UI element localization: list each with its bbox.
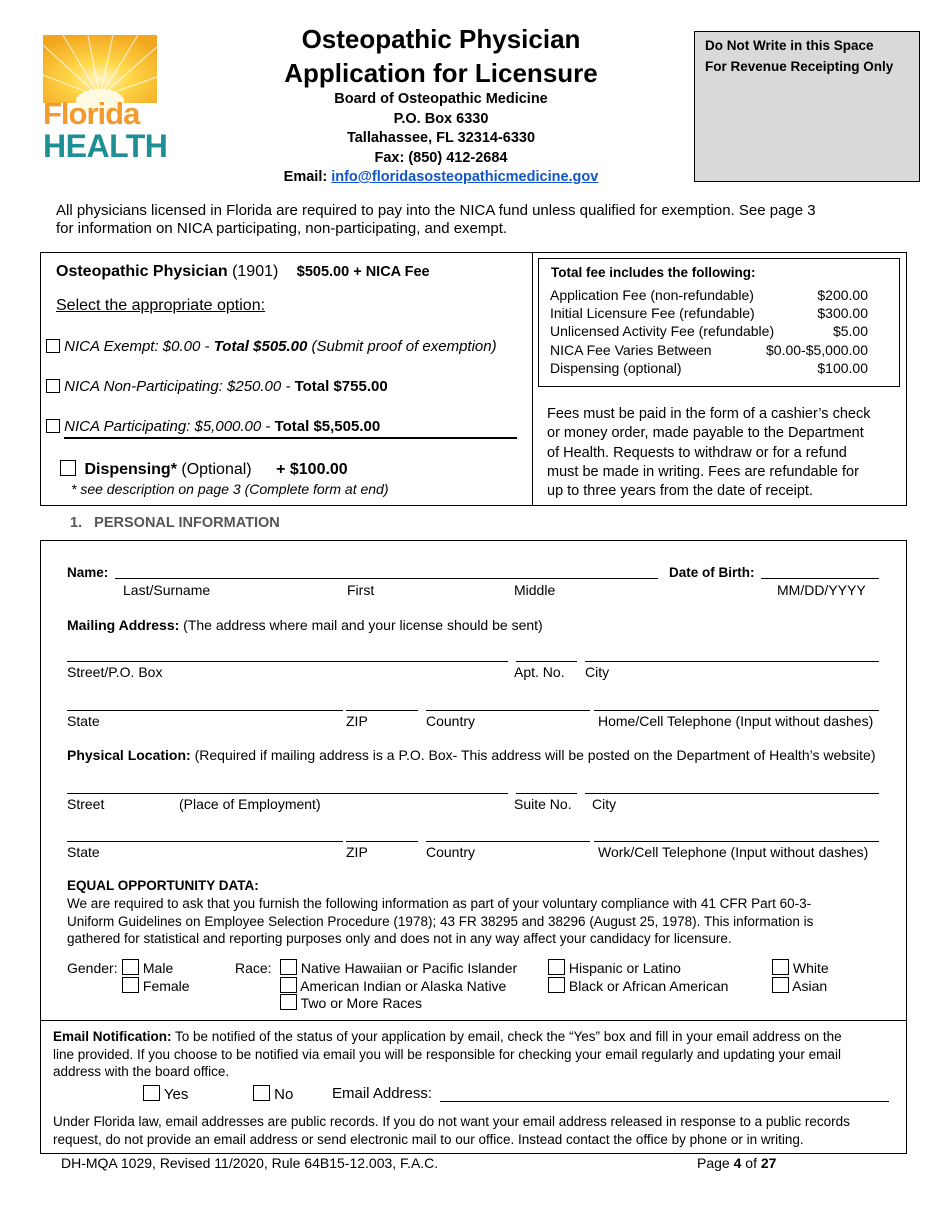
physical-location-note: (Required if mailing address is a P.O. Box- This address will be posted on the Department of Health’s website) bbox=[194, 747, 876, 763]
city-caption: City bbox=[585, 664, 610, 680]
payment-note bbox=[547, 405, 903, 501]
nica-intro bbox=[56, 202, 916, 238]
middle-name-caption: Middle bbox=[514, 582, 556, 598]
email-section-divider bbox=[40, 1020, 907, 1021]
white-label: White bbox=[792, 960, 829, 976]
street-po-caption: Street/P.O. Box bbox=[67, 664, 163, 680]
nica-exempt-text: NICA Exempt: $0.00 - bbox=[64, 338, 214, 355]
country-caption: Country bbox=[426, 844, 476, 860]
male-checkbox[interactable] bbox=[122, 959, 139, 975]
fee-item-label: Application Fee (non-refundable) bbox=[550, 287, 754, 303]
eeo-text-line: Uniform Guidelines on Employee Selection Procedure (1978); 43 FR 38295 and 38296 (August 25, 1978). This information is bbox=[67, 913, 814, 929]
fee-row bbox=[550, 360, 868, 376]
asian-label: Asian bbox=[792, 978, 828, 994]
dispensing-amount: + $100.00 bbox=[276, 461, 348, 478]
page-number bbox=[697, 1155, 776, 1171]
po-box: P.O. Box 6330 bbox=[393, 110, 489, 127]
page-total: 27 bbox=[760, 1155, 777, 1171]
two-or-more-checkbox[interactable] bbox=[280, 994, 297, 1010]
email-line bbox=[240, 168, 642, 188]
american-indian-label: American Indian or Alaska Native bbox=[300, 978, 507, 994]
physical-country-input[interactable] bbox=[426, 841, 590, 842]
board-address bbox=[240, 90, 642, 188]
home-phone-caption: Home/Cell Telephone (Input without dashes) bbox=[598, 713, 874, 729]
dob-input[interactable] bbox=[761, 578, 879, 579]
mailing-country-input[interactable] bbox=[426, 710, 590, 711]
dispensing-checkbox[interactable] bbox=[60, 460, 76, 476]
native-hawaiian-checkbox[interactable] bbox=[280, 959, 297, 975]
mailing-street-input[interactable] bbox=[67, 661, 508, 662]
public-records-notice bbox=[53, 1113, 903, 1148]
race-asian-option[interactable] bbox=[772, 977, 827, 994]
two-or-more-label: Two or More Races bbox=[300, 995, 423, 1011]
option-dispensing[interactable] bbox=[60, 460, 348, 479]
revenue-receipting-box bbox=[694, 31, 920, 182]
fee-item-label: Unlicensed Activity Fee (refundable) bbox=[550, 323, 775, 339]
fee-item-amount: $300.00 bbox=[817, 305, 868, 321]
fee-heading bbox=[56, 263, 430, 281]
receipt-note-line-1: Do Not Write in this Space bbox=[705, 38, 874, 53]
nica-non-participating-checkbox[interactable] bbox=[46, 379, 60, 393]
nica-non-participating-text: NICA Non-Participating: $250.00 - bbox=[64, 378, 295, 395]
race-hispanic-option[interactable] bbox=[548, 959, 681, 976]
page-title bbox=[240, 22, 642, 90]
physical-suite-input[interactable] bbox=[516, 793, 577, 794]
email-notification-line: line provided. If you choose to be notified via email you will be responsible for checking your email regularly and updating your email bbox=[53, 1046, 841, 1062]
mailing-apt-input[interactable] bbox=[516, 661, 577, 662]
home-phone-input[interactable] bbox=[594, 710, 879, 711]
race-two-or-more-option[interactable] bbox=[280, 994, 422, 1011]
last-name-caption: Last/Surname bbox=[123, 582, 211, 598]
email-address-label: Email Address: bbox=[332, 1085, 433, 1102]
state-caption: State bbox=[67, 713, 100, 729]
hispanic-checkbox[interactable] bbox=[548, 959, 565, 975]
country-caption: Country bbox=[426, 713, 476, 729]
physical-location-label: Physical Location: bbox=[67, 747, 191, 763]
nica-participating-underline bbox=[64, 437, 517, 439]
gender-female-option[interactable] bbox=[122, 977, 190, 994]
place-of-employment-caption: (Place of Employment) bbox=[179, 796, 321, 812]
option-nica-non-participating[interactable] bbox=[46, 378, 388, 395]
email-no-option[interactable] bbox=[253, 1085, 293, 1103]
nica-exempt-checkbox[interactable] bbox=[46, 339, 60, 353]
email-address-input[interactable] bbox=[440, 1101, 889, 1102]
payment-note-line: or money order, made payable to the Department bbox=[547, 425, 864, 442]
black-label: Black or African American bbox=[568, 978, 729, 994]
zip-caption: ZIP bbox=[346, 844, 368, 860]
gender-male-option[interactable] bbox=[122, 959, 173, 976]
payment-note-line: Fees must be paid in the form of a cashier’s check bbox=[547, 406, 871, 422]
physical-city-input[interactable] bbox=[585, 793, 879, 794]
nica-participating-checkbox[interactable] bbox=[46, 419, 60, 433]
mailing-city-input[interactable] bbox=[585, 661, 879, 662]
fee-item-label: NICA Fee Varies Between bbox=[550, 342, 712, 358]
native-hawaiian-label: Native Hawaiian or Pacific Islander bbox=[300, 960, 518, 976]
physical-state-input[interactable] bbox=[67, 841, 343, 842]
payment-note-line: of Health. Requests to withdraw or for a refund bbox=[547, 444, 847, 461]
title-line-1: Osteopathic Physician bbox=[301, 24, 581, 54]
race-white-option[interactable] bbox=[772, 959, 829, 976]
name-input[interactable] bbox=[115, 578, 658, 579]
email-no-checkbox[interactable] bbox=[253, 1085, 270, 1101]
physical-street-input[interactable] bbox=[67, 793, 508, 794]
page-label: Page bbox=[697, 1155, 730, 1171]
nica-non-participating-total: Total $755.00 bbox=[294, 378, 388, 395]
american-indian-checkbox[interactable] bbox=[280, 977, 297, 993]
nica-participating-total: Total $5,505.00 bbox=[274, 418, 381, 435]
fee-breakdown-heading: Total fee includes the following: bbox=[551, 265, 756, 280]
suite-caption: Suite No. bbox=[514, 796, 572, 812]
eeo-text-line: We are required to ask that you furnish the following information as part of your voluntary compliance with 41 CFR Part 60-3- bbox=[67, 896, 812, 911]
license-code: (1901) bbox=[232, 263, 279, 280]
logo-word-health: HEALTH bbox=[43, 128, 168, 164]
title-line-2: Application for Licensure bbox=[284, 58, 598, 88]
nica-exempt-total: Total $505.00 bbox=[213, 338, 308, 355]
page-of-label: of bbox=[745, 1155, 757, 1171]
race-label: Race: bbox=[235, 960, 272, 976]
eeo-text bbox=[67, 895, 897, 948]
email-yes-label: Yes bbox=[163, 1086, 189, 1103]
hispanic-label: Hispanic or Latino bbox=[568, 960, 681, 976]
mailing-address-heading bbox=[67, 617, 543, 633]
eeo-heading: EQUAL OPPORTUNITY DATA: bbox=[67, 878, 259, 893]
name-label: Name: bbox=[67, 565, 109, 580]
mailing-address-label: Mailing Address: bbox=[67, 617, 180, 633]
city-state-zip: Tallahassee, FL 32314-6330 bbox=[346, 130, 536, 146]
dob-label: Date of Birth: bbox=[669, 565, 755, 580]
logo-word-florida: Florida bbox=[43, 96, 140, 131]
nica-intro-line-1: All physicians licensed in Florida are required to pay into the NICA fund unless qualified for exemption. See page 3 bbox=[56, 202, 816, 219]
female-label: Female bbox=[142, 978, 190, 994]
zip-caption: ZIP bbox=[346, 713, 368, 729]
email-notification-text bbox=[53, 1028, 903, 1081]
fee-table-divider bbox=[532, 252, 533, 506]
base-fee: $505.00 + NICA Fee bbox=[296, 264, 430, 280]
street-caption: Street bbox=[67, 796, 105, 812]
dispensing-label: Dispensing* bbox=[84, 461, 177, 478]
mailing-address-note: (The address where mail and your license should be sent) bbox=[183, 617, 543, 633]
asian-checkbox[interactable] bbox=[772, 977, 789, 993]
option-nica-exempt[interactable] bbox=[46, 338, 497, 355]
payment-note-line: up to three years from the date of receipt. bbox=[547, 483, 813, 500]
board-email-link[interactable]: info@floridasosteopathicmedicine.gov bbox=[331, 169, 599, 185]
fee-item-amount: $200.00 bbox=[817, 287, 868, 303]
city-caption: City bbox=[592, 796, 617, 812]
email-yes-option[interactable] bbox=[143, 1085, 188, 1103]
email-notification-line: Email Notification: To be notified of the status of your application by email, check the “Yes” box and fill in your email address on the bbox=[53, 1029, 842, 1044]
email-no-label: No bbox=[274, 1086, 294, 1103]
mailing-zip-input[interactable] bbox=[346, 710, 418, 711]
payment-note-line: must be made in writing. Fees are refundable for bbox=[547, 463, 859, 480]
public-records-line: Under Florida law, email addresses are public records. If you do not want your email address released in response to a public records bbox=[53, 1114, 850, 1129]
board-name: Board of Osteopathic Medicine bbox=[334, 91, 548, 107]
page-current: 4 bbox=[733, 1155, 742, 1171]
gender-label: Gender: bbox=[67, 960, 118, 976]
white-checkbox[interactable] bbox=[772, 959, 789, 975]
apt-caption: Apt. No. bbox=[514, 664, 565, 680]
work-phone-input[interactable] bbox=[594, 841, 879, 842]
public-records-line: request, do not provide an email address or send electronic mail to our office. Instead contact the office by phone or in writing. bbox=[53, 1131, 804, 1147]
fee-item-label: Dispensing (optional) bbox=[550, 360, 682, 376]
first-name-caption: First bbox=[347, 582, 375, 598]
state-caption: State bbox=[67, 844, 100, 860]
fee-row bbox=[550, 342, 868, 358]
receipt-note-line-2: For Revenue Receipting Only bbox=[705, 59, 894, 74]
fee-row bbox=[550, 287, 868, 303]
email-label: Email: bbox=[283, 169, 328, 185]
work-phone-caption: Work/Cell Telephone (Input without dashes) bbox=[598, 844, 869, 860]
dispensing-optional: (Optional) bbox=[181, 461, 252, 478]
race-black-option[interactable] bbox=[548, 977, 728, 994]
mailing-state-input[interactable] bbox=[67, 710, 343, 711]
email-notification-line: address with the board office. bbox=[53, 1064, 230, 1079]
fee-item-label: Initial Licensure Fee (refundable) bbox=[550, 305, 755, 321]
fax-number: Fax: (850) 412-2684 bbox=[374, 149, 508, 166]
fee-item-amount: $100.00 bbox=[817, 360, 868, 376]
race-american-indian-option[interactable] bbox=[280, 977, 506, 994]
fee-item-amount: $0.00-$5,000.00 bbox=[766, 342, 868, 358]
option-nica-participating[interactable] bbox=[46, 418, 380, 435]
nica-participating-text: NICA Participating: $5,000.00 - bbox=[64, 418, 275, 435]
email-yes-checkbox[interactable] bbox=[143, 1085, 160, 1101]
dob-format-caption: MM/DD/YYYY bbox=[777, 582, 866, 598]
dispensing-note: * see description on page 3 (Complete form at end) bbox=[71, 481, 389, 497]
nica-exempt-note: (Submit proof of exemption) bbox=[307, 338, 497, 355]
male-label: Male bbox=[142, 960, 174, 976]
nica-intro-line-2: for information on NICA participating, non-participating, and exempt. bbox=[56, 220, 508, 237]
physical-location-heading bbox=[67, 747, 876, 763]
physical-zip-input[interactable] bbox=[346, 841, 418, 842]
email-notification-label: Email Notification: bbox=[53, 1029, 172, 1044]
black-checkbox[interactable] bbox=[548, 977, 565, 993]
license-type: Osteopathic Physician bbox=[56, 263, 228, 280]
race-native-hawaiian-option[interactable] bbox=[280, 959, 517, 976]
fee-item-amount: $5.00 bbox=[832, 323, 868, 339]
select-option-label: Select the appropriate option: bbox=[56, 297, 266, 314]
female-checkbox[interactable] bbox=[122, 977, 139, 993]
section-title-personal-information: 1. PERSONAL INFORMATION bbox=[70, 515, 280, 531]
form-id: DH-MQA 1029, Revised 11/2020, Rule 64B15-12.003, F.A.C. bbox=[61, 1155, 439, 1171]
florida-health-logo bbox=[43, 35, 168, 164]
eeo-text-line: gathered for statistical and reporting purposes only and does not in any way affect your candidacy for licensure. bbox=[67, 931, 732, 946]
fee-row bbox=[550, 305, 868, 321]
fee-row bbox=[550, 323, 868, 339]
